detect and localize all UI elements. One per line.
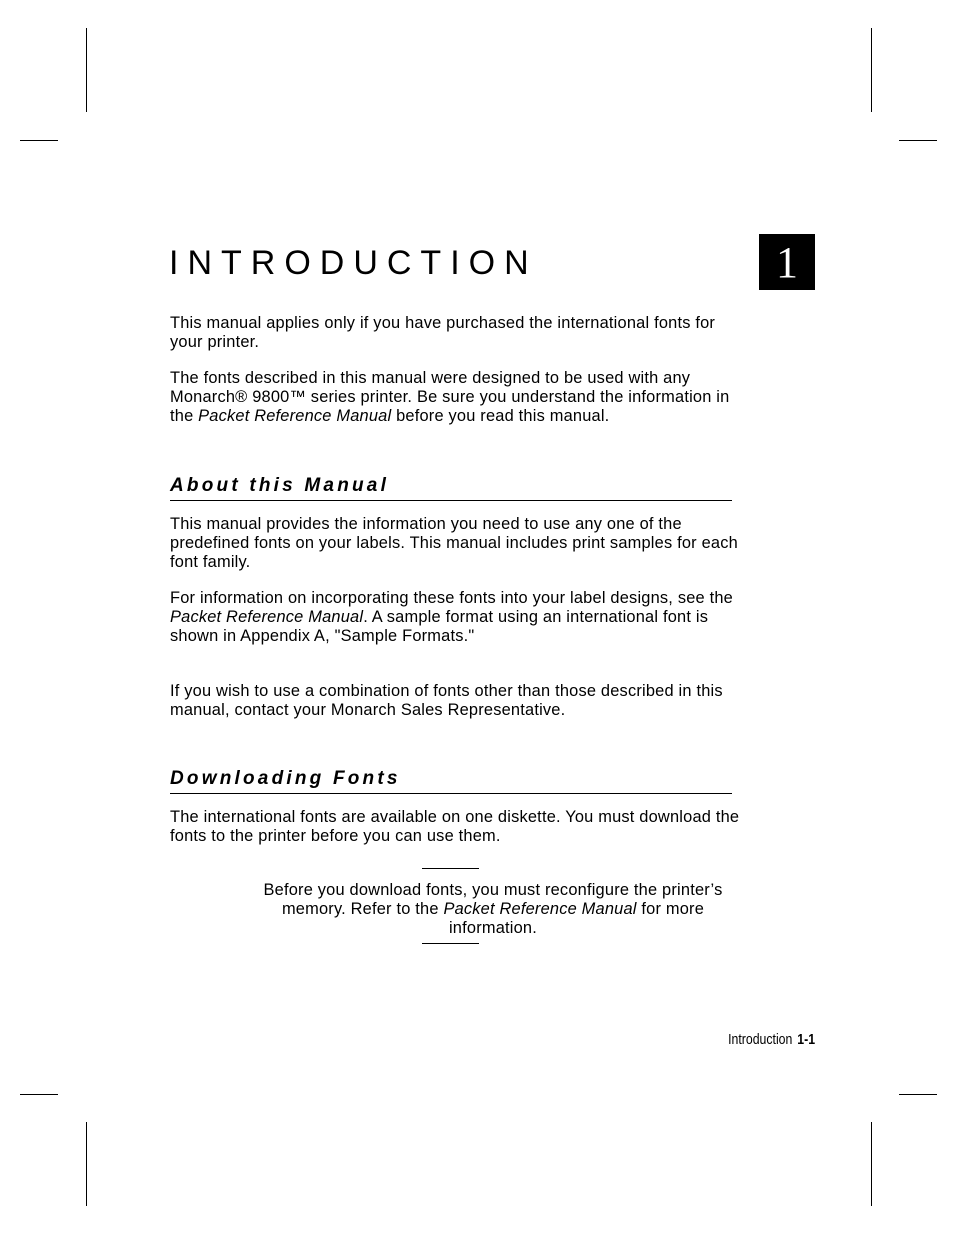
- manual-reference: Packet Reference Manual: [443, 900, 637, 918]
- chapter-number-tab: [759, 234, 815, 290]
- about-paragraph-1: This manual provides the information you need to use any one of the predefined fonts on your labels. This manual includes print samples for each font family.: [170, 515, 738, 571]
- crop-mark: [899, 1094, 937, 1095]
- about-paragraph-3: If you wish to use a combination of fonts other than those described in this manual, contact your Monarch Sales Representative.: [170, 682, 723, 719]
- manual-reference: Packet Reference Manual: [170, 608, 364, 626]
- crop-mark: [86, 1122, 87, 1206]
- downloading-paragraph-1: The international fonts are available on one diskette. You must download the fonts to the printer before you can use them.: [170, 808, 740, 845]
- about-heading: About this Manual: [170, 474, 732, 501]
- chapter-number: 1: [776, 237, 798, 287]
- text-run: The fonts described in this manual were designed to be used with any Monarch® 9800™ series printer. Be sure you understand the information in the: [170, 369, 730, 425]
- crop-mark: [20, 1094, 58, 1095]
- manual-reference: Packet Reference Manual: [198, 407, 392, 425]
- text-run: Before you download fonts, you must reconfigure the printer’s memory. Refer to the: [263, 881, 723, 918]
- intro-paragraph-1: This manual applies only if you have purchased the international fonts for your printer.: [170, 314, 716, 351]
- intro-paragraph-2: [170, 369, 740, 426]
- crop-mark: [86, 28, 87, 112]
- note-rule-top: [422, 868, 479, 869]
- text-run: . A sample format using an international font is shown in Appendix A, "Sample Formats.": [170, 608, 709, 645]
- footer-section: Introduction: [728, 1031, 793, 1048]
- note-text: [262, 881, 724, 938]
- about-paragraph-2: [170, 589, 740, 646]
- downloading-heading: Downloading Fonts: [170, 767, 732, 794]
- page-number: 1-1: [797, 1031, 815, 1048]
- crop-mark: [899, 140, 937, 141]
- text-run: for more information.: [448, 900, 705, 937]
- page-title: INTRODUCTION: [169, 244, 538, 282]
- note-rule-bottom: [422, 943, 479, 944]
- text-run: For information on incorporating these fonts into your label designs, see the: [170, 589, 733, 607]
- crop-mark: [20, 140, 58, 141]
- crop-mark: [871, 1122, 872, 1206]
- text-run: before you read this manual.: [391, 407, 610, 425]
- crop-mark: [871, 28, 872, 112]
- page-footer: [728, 1031, 815, 1048]
